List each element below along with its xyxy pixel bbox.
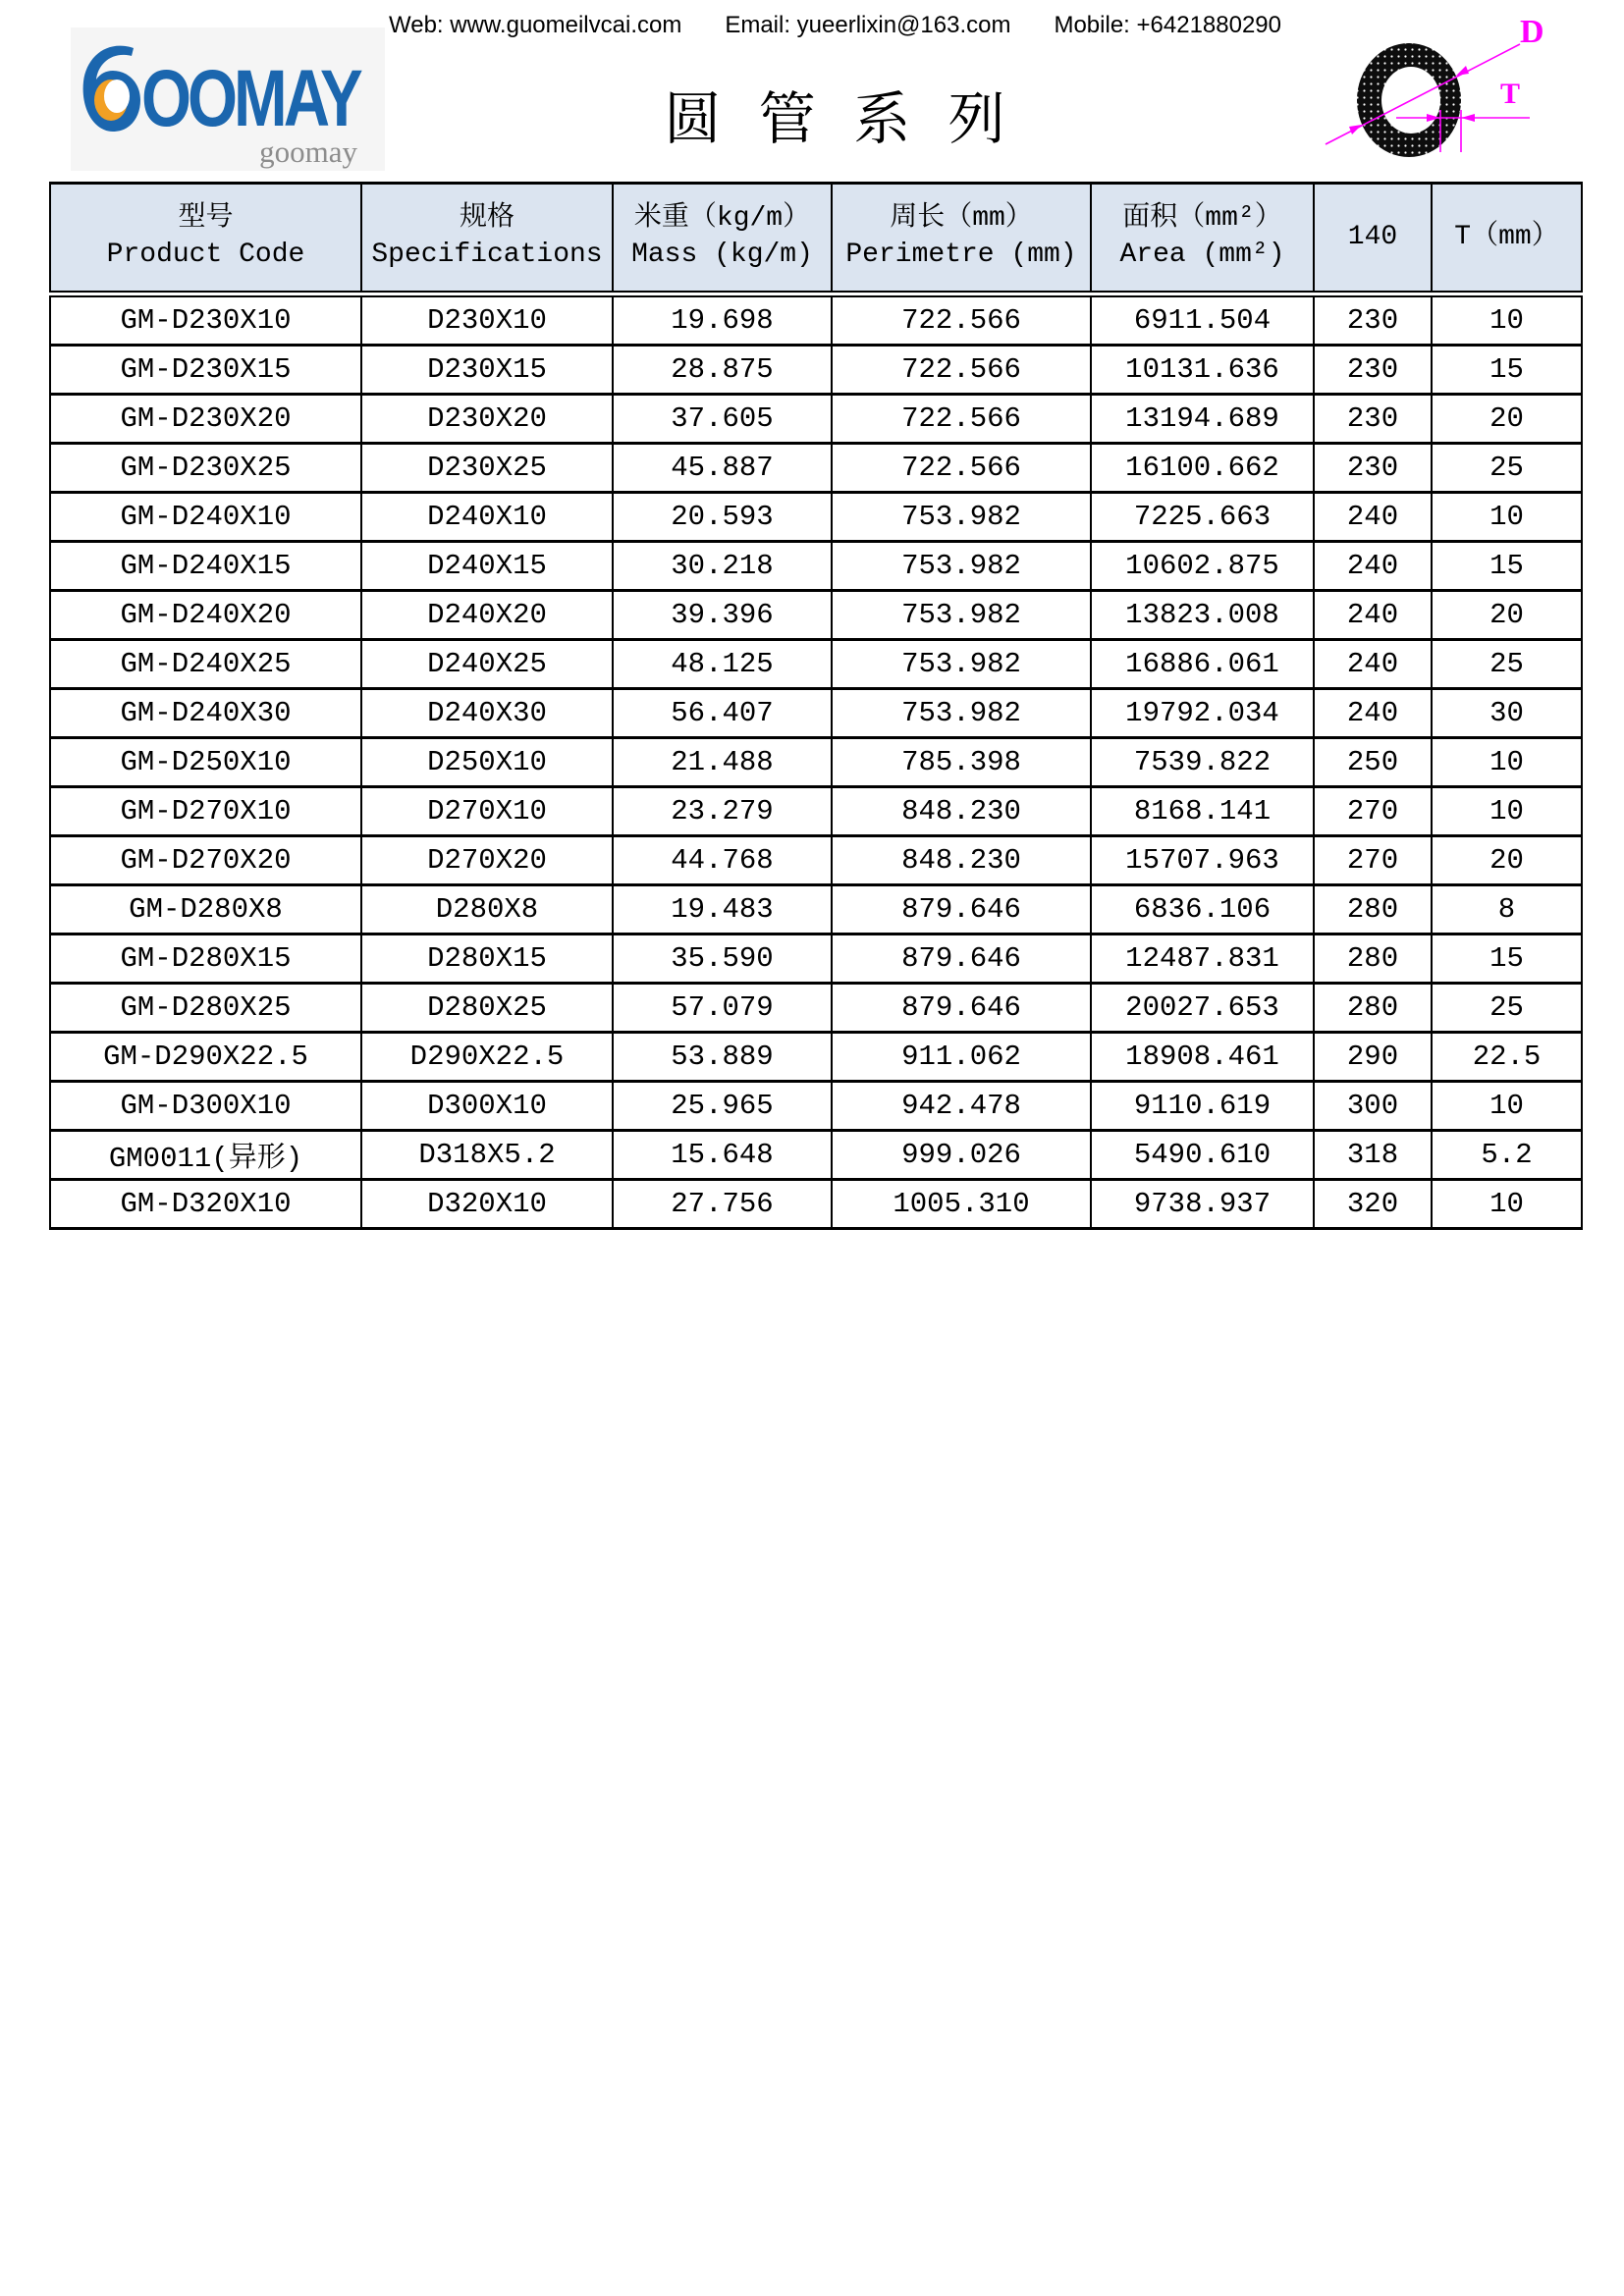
table-cell: 27.756: [613, 1180, 832, 1229]
table-cell: 7225.663: [1091, 493, 1314, 542]
table-cell: 280: [1314, 984, 1432, 1033]
table-cell: 13823.008: [1091, 591, 1314, 640]
table-row: [50, 640, 1582, 689]
table-cell: 57.079: [613, 984, 832, 1033]
table-cell: D290X22.5: [361, 1033, 613, 1082]
table-row: [50, 1180, 1582, 1229]
table-cell: 7539.822: [1091, 738, 1314, 787]
table-cell: 280: [1314, 934, 1432, 984]
header-cell: 周长（mm） Perimetre (mm): [832, 184, 1091, 294]
table-cell: D240X10: [361, 493, 613, 542]
table-cell: 753.982: [832, 689, 1091, 738]
table-cell: 25.965: [613, 1082, 832, 1131]
table-row: [50, 294, 1582, 346]
table-cell: 20027.653: [1091, 984, 1314, 1033]
table-cell: 6836.106: [1091, 885, 1314, 934]
table-cell: 753.982: [832, 591, 1091, 640]
table-cell: 25: [1432, 640, 1582, 689]
diameter-label: D: [1520, 14, 1544, 50]
table-cell: 1005.310: [832, 1180, 1091, 1229]
table-cell: 230: [1314, 294, 1432, 346]
table-cell: 290: [1314, 1033, 1432, 1082]
table-row: [50, 346, 1582, 395]
table-cell: GM-D230X25: [50, 444, 361, 493]
contact-web: Web: www.guomeilvcai.com: [389, 12, 682, 38]
table-cell: GM-D240X20: [50, 591, 361, 640]
table-cell: 240: [1314, 493, 1432, 542]
table-row: [50, 591, 1582, 640]
contact-info: [389, 12, 1281, 39]
table-cell: D230X15: [361, 346, 613, 395]
table-cell: 18908.461: [1091, 1033, 1314, 1082]
table-cell: GM-D240X25: [50, 640, 361, 689]
table-row: [50, 984, 1582, 1033]
table-cell: 44.768: [613, 836, 832, 885]
table-cell: D230X25: [361, 444, 613, 493]
table-cell: 16100.662: [1091, 444, 1314, 493]
contact-mobile: Mobile: +6421880290: [1054, 12, 1281, 38]
table-cell: GM-D270X20: [50, 836, 361, 885]
table-cell: 722.566: [832, 294, 1091, 346]
table-cell: GM0011(异形): [50, 1131, 361, 1180]
table-cell: 37.605: [613, 395, 832, 444]
table-cell: 15: [1432, 346, 1582, 395]
table-cell: 19792.034: [1091, 689, 1314, 738]
table-cell: 320: [1314, 1180, 1432, 1229]
table-cell: 753.982: [832, 640, 1091, 689]
table-cell: 22.5: [1432, 1033, 1582, 1082]
table-cell: 30.218: [613, 542, 832, 591]
table-cell: 230: [1314, 346, 1432, 395]
table-cell: 9110.619: [1091, 1082, 1314, 1131]
table-cell: D280X15: [361, 934, 613, 984]
table-cell: 20: [1432, 395, 1582, 444]
table-row: [50, 689, 1582, 738]
table-cell: D318X5.2: [361, 1131, 613, 1180]
table-cell: 911.062: [832, 1033, 1091, 1082]
table-cell: GM-D240X30: [50, 689, 361, 738]
table-cell: 270: [1314, 787, 1432, 836]
table-cell: 848.230: [832, 836, 1091, 885]
table-row: [50, 493, 1582, 542]
table-cell: 21.488: [613, 738, 832, 787]
table-cell: 25: [1432, 984, 1582, 1033]
table-row: [50, 1033, 1582, 1082]
table-row: [50, 934, 1582, 984]
table-cell: 48.125: [613, 640, 832, 689]
table-cell: D230X20: [361, 395, 613, 444]
table-cell: D280X8: [361, 885, 613, 934]
table-cell: 722.566: [832, 346, 1091, 395]
spec-table: [49, 182, 1583, 1230]
table-cell: D270X20: [361, 836, 613, 885]
table-cell: D240X15: [361, 542, 613, 591]
table-cell: GM-D270X10: [50, 787, 361, 836]
table-cell: D250X10: [361, 738, 613, 787]
table-cell: D230X10: [361, 294, 613, 346]
table-cell: 12487.831: [1091, 934, 1314, 984]
table-cell: 240: [1314, 591, 1432, 640]
table-cell: 19.698: [613, 294, 832, 346]
table-cell: 10: [1432, 787, 1582, 836]
table-cell: 9738.937: [1091, 1180, 1314, 1229]
table-cell: 753.982: [832, 493, 1091, 542]
table-cell: D240X25: [361, 640, 613, 689]
table-cell: D300X10: [361, 1082, 613, 1131]
table-cell: 45.887: [613, 444, 832, 493]
table-cell: 10: [1432, 1180, 1582, 1229]
table-cell: 10: [1432, 493, 1582, 542]
table-cell: 879.646: [832, 885, 1091, 934]
header-cell: T（mm）: [1432, 184, 1582, 294]
table-cell: 16886.061: [1091, 640, 1314, 689]
table-cell: D270X10: [361, 787, 613, 836]
table-cell: 5.2: [1432, 1131, 1582, 1180]
table-cell: GM-D230X10: [50, 294, 361, 346]
table-cell: 56.407: [613, 689, 832, 738]
table-row: [50, 1131, 1582, 1180]
table-cell: 318: [1314, 1131, 1432, 1180]
tube-cross-section-diagram: [1306, 5, 1600, 191]
table-cell: 39.396: [613, 591, 832, 640]
table-row: [50, 885, 1582, 934]
table-cell: 848.230: [832, 787, 1091, 836]
table-cell: 942.478: [832, 1082, 1091, 1131]
header-cell: 型号 Product Code: [50, 184, 361, 294]
table-cell: D320X10: [361, 1180, 613, 1229]
table-cell: GM-D230X15: [50, 346, 361, 395]
table-cell: 999.026: [832, 1131, 1091, 1180]
table-cell: 15.648: [613, 1131, 832, 1180]
logo-text: OOMAY: [141, 54, 359, 143]
table-cell: 240: [1314, 542, 1432, 591]
table-cell: 10602.875: [1091, 542, 1314, 591]
table-row: [50, 444, 1582, 493]
table-cell: 20: [1432, 591, 1582, 640]
table-cell: 6911.504: [1091, 294, 1314, 346]
table-cell: 785.398: [832, 738, 1091, 787]
table-row: [50, 542, 1582, 591]
header-cell: 140: [1314, 184, 1432, 294]
header-cell: 规格 Specifications: [361, 184, 613, 294]
table-cell: 15: [1432, 934, 1582, 984]
table-cell: 8168.141: [1091, 787, 1314, 836]
table-cell: GM-D300X10: [50, 1082, 361, 1131]
table-cell: 250: [1314, 738, 1432, 787]
table-cell: 300: [1314, 1082, 1432, 1131]
table-cell: GM-D290X22.5: [50, 1033, 361, 1082]
logo-subtext: goomay: [259, 133, 357, 169]
table-row: [50, 1082, 1582, 1131]
table-cell: 10131.636: [1091, 346, 1314, 395]
table-cell: GM-D240X15: [50, 542, 361, 591]
table-cell: D240X30: [361, 689, 613, 738]
table-body: [50, 294, 1582, 1229]
table-cell: 10: [1432, 738, 1582, 787]
table-cell: D240X20: [361, 591, 613, 640]
table-cell: 10: [1432, 1082, 1582, 1131]
table-cell: 10: [1432, 294, 1582, 346]
table-cell: D280X25: [361, 984, 613, 1033]
table-cell: 879.646: [832, 984, 1091, 1033]
table-cell: 753.982: [832, 542, 1091, 591]
table-cell: 20.593: [613, 493, 832, 542]
table-cell: 722.566: [832, 444, 1091, 493]
table-cell: 35.590: [613, 934, 832, 984]
table-cell: 30: [1432, 689, 1582, 738]
table-cell: 280: [1314, 885, 1432, 934]
table-cell: 230: [1314, 395, 1432, 444]
table-cell: GM-D250X10: [50, 738, 361, 787]
page-title: 圆 管 系 列: [664, 85, 1015, 152]
table-row: [50, 787, 1582, 836]
table-cell: 15707.963: [1091, 836, 1314, 885]
table-cell: 230: [1314, 444, 1432, 493]
table-row: [50, 738, 1582, 787]
table-cell: 53.889: [613, 1033, 832, 1082]
table-cell: 879.646: [832, 934, 1091, 984]
header-cell: 米重（kg/m） Mass (kg/m): [613, 184, 832, 294]
table-cell: 240: [1314, 689, 1432, 738]
table-cell: GM-D230X20: [50, 395, 361, 444]
table-cell: GM-D280X15: [50, 934, 361, 984]
table-cell: 23.279: [613, 787, 832, 836]
table-cell: 15: [1432, 542, 1582, 591]
table-cell: 240: [1314, 640, 1432, 689]
table-cell: 5490.610: [1091, 1131, 1314, 1180]
header-cell: 面积（mm²） Area (mm²): [1091, 184, 1314, 294]
table-cell: GM-D240X10: [50, 493, 361, 542]
table-cell: GM-D320X10: [50, 1180, 361, 1229]
table-cell: 270: [1314, 836, 1432, 885]
table-cell: 28.875: [613, 346, 832, 395]
table-cell: 722.566: [832, 395, 1091, 444]
table-cell: 8: [1432, 885, 1582, 934]
table-cell: GM-D280X8: [50, 885, 361, 934]
thickness-label: T: [1500, 78, 1521, 110]
table-cell: 13194.689: [1091, 395, 1314, 444]
table-header-row: [50, 184, 1582, 294]
table-row: [50, 836, 1582, 885]
table-row: [50, 395, 1582, 444]
table-cell: 25: [1432, 444, 1582, 493]
table-cell: 20: [1432, 836, 1582, 885]
table-cell: 19.483: [613, 885, 832, 934]
table-cell: GM-D280X25: [50, 984, 361, 1033]
contact-email: Email: yueerlixin@163.com: [725, 12, 1011, 38]
